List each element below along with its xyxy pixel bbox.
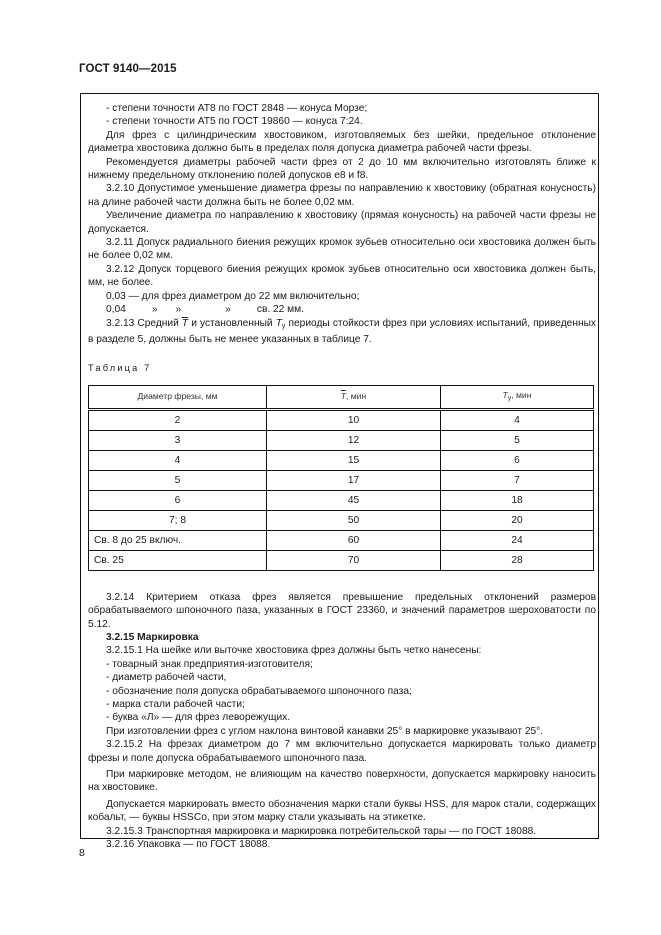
table-row: 5 17 7: [89, 470, 594, 490]
table-row: 4 15 6: [89, 450, 594, 470]
list-item: - товарный знак предприятия-изготовителя;: [106, 658, 313, 670]
paragraph-3-2-11: 3.2.11 Допуск радиального биения режущих кромок зубьев относительно оси хвостовика должен быть не более 0,02 мм.: [88, 237, 596, 262]
paragraph-3-2-14: 3.2.14 Критерием отказа фрез является превышение предельных отклонений размеров обрабатываемого шпоночного паза, указанных в ГОСТ 23360, и значений параметров шероховатости по 5.12.: [88, 591, 596, 630]
paragraph: Допускается маркировать вместо обозначения марки стали буквы HSS, для марок стали, содержащих кобальт, — буквы HSSCo, при этом марку стали указывать на этикетке.: [88, 798, 596, 824]
header-t-mean: $\overline{T}$, мин: [267, 385, 441, 409]
paragraph-3-2-12: 3.2.12 Допуск торцевого биения режущих кромок зубьев относительно оси хвостовика должен быть, мм, не более.: [88, 263, 596, 289]
table-row: 6 45 18: [89, 490, 594, 510]
paragraph-3-2-16: 3.2.16 Упаковка — по ГОСТ 18088.: [106, 839, 271, 851]
paragraph: При маркировке методом, не влияющим на качество поверхности, допускается маркировку наносить на хвостовике.: [88, 769, 596, 794]
list-item: - диаметр рабочей части,: [106, 672, 227, 684]
table-7: [88, 385, 594, 571]
tolerance-rest: св. 22 мм.: [256, 304, 305, 316]
table-row: 7; 8 50 20: [89, 510, 594, 530]
table-header-row: [89, 385, 594, 409]
paragraph-3-2-13: 3.2.13 Средний $\overline{T}$ и установленный $T_у$ периоды стойкости фрез при условиях испытаний, приведенных в разделе 5, должны быть не менее указанных в таблице 7.: [88, 317, 596, 345]
paragraph: - степени точности АТ5 по ГОСТ 19860 — конуса 7:24.: [106, 116, 363, 128]
paragraph: - степени точности АТ8 по ГОСТ 2848 — конуса Морзе;: [106, 103, 368, 114]
tolerance-line-1: 0,03 — для фрез диаметром до 22 мм включительно;: [106, 290, 360, 302]
table-caption: Таблица 7: [88, 363, 152, 374]
paragraph: При изготовлении фрез с углом наклона винтовой канавки 25° в маркировке указывают 25°.: [106, 725, 544, 737]
document-header: ГОСТ 9140—2015: [79, 63, 177, 75]
section-heading-marking: 3.2.15 Маркировка: [106, 631, 199, 643]
ditto-mark: »: [225, 304, 231, 316]
list-item: - буква «Л» — для фрез леворежущих.: [106, 712, 291, 724]
table-row: Св. 25 70 28: [89, 550, 594, 570]
header-diameter: Диаметр фрезы, мм: [89, 385, 267, 409]
ditto-mark: »: [151, 304, 158, 316]
paragraph: Увеличение диаметра по направлению к хвостовику (прямая конусность) на рабочей части фрезы не допускается.: [88, 210, 596, 235]
ditto-mark: »: [175, 304, 182, 316]
tolerance-line-2: [88, 303, 596, 316]
page-number: 8: [79, 847, 85, 859]
paragraph: Рекомендуется диаметры рабочей части фрез от 2 до 10 мм включительно изготовлять ближе к нижнему предельному отклонению полей допусков е8 и f8.: [88, 156, 596, 182]
t-mean-symbol: $\overline{T}$: [181, 317, 189, 329]
page-content: [88, 102, 596, 851]
tolerance-value: 0,04: [106, 304, 126, 316]
paragraph-3-2-10: 3.2.10 Допустимое уменьшение диаметра фрезы по направлению к хвостовику (обратная конусность) на длине рабочей части должна быть не более 0,02 мм.: [88, 183, 596, 208]
table-row: Св. 8 до 25 включ. 60 24: [89, 530, 594, 550]
paragraph-3-2-15-3: 3.2.15.3 Транспортная маркировка и маркировка потребительской тары — по ГОСТ 18088.: [106, 825, 537, 837]
header-t-set: $T_у$, мин: [441, 385, 594, 409]
list-item: - обозначение поля допуска обрабатываемого шпоночного паза;: [106, 685, 412, 697]
table-row: 3 12 5: [89, 430, 594, 450]
paragraph-3-2-15-2: 3.2.15.2 На фрезах диаметром до 7 мм включительно допускается маркировать только диаметр фрезы и поле допуска обрабатываемого шпоночного паза.: [88, 739, 596, 764]
paragraph: Для фрез с цилиндрическим хвостовиком, изготовляемых без шейки, предельное отклонение диаметра хвостовика должно быть в пределах поля допуска диаметра рабочей части фрезы.: [88, 129, 596, 155]
table-row: 2 10 4: [89, 409, 594, 430]
t-set-symbol: T: [275, 317, 282, 329]
paragraph-3-2-15-1: 3.2.15.1 На шейке или выточке хвостовика фрез должны быть четко нанесены:: [106, 645, 482, 657]
list-item: - марка стали рабочей части;: [106, 698, 245, 710]
